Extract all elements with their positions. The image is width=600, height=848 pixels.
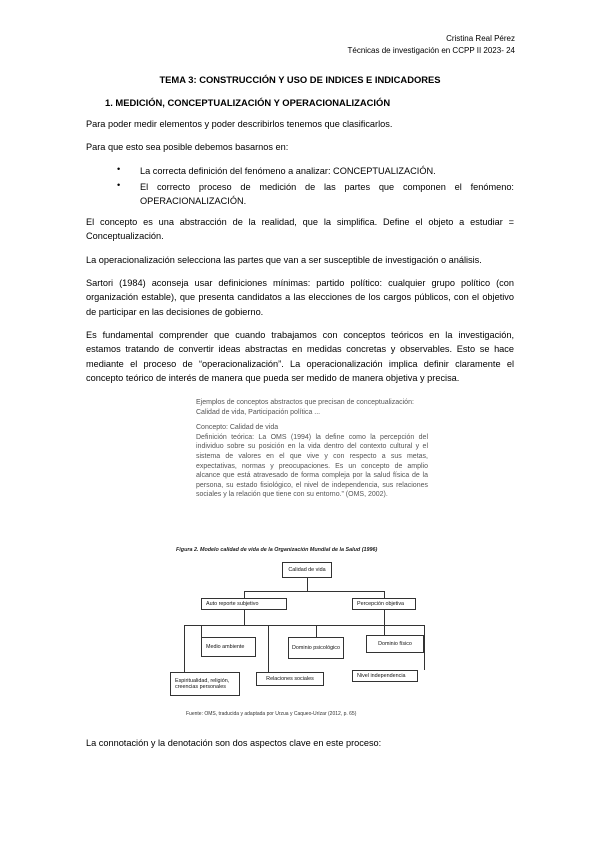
figure-line: Concepto: Calidad de vida (196, 424, 279, 432)
figure-definition: Definición teórica: La OMS (1994) la define como la percepción del individuo sobre su posición en la vida dentro del contexto cultural y el sistema de valores en el que vive y con respecto a sus metas, expectativas, normas y preocupaciones. Es un concepto de amplio alcance que está atravesado de forma compleja por la salud física de la persona, su estado fisiológico, el nivel de independencia, sus relaciones sociales y la relación que tiene con su entorno.” (OMS, 2002). (196, 433, 428, 499)
paragraph: Para poder medir elementos y poder describirlos tenemos que clasificarlos. (86, 119, 393, 129)
paragraph: La operacionalización selecciona las partes que van a ser susceptible de investigación o análisis. (86, 255, 482, 265)
diagram-node-environment: Medio ambiente (201, 637, 256, 657)
connector (268, 625, 269, 672)
connector (201, 625, 202, 637)
diagram-node-psychological: Dominio psicológico (288, 637, 344, 659)
bullet-item: La correcta definición del fenómeno a analizar: CONCEPTUALIZACIÓN. (140, 166, 436, 176)
bullet-icon: • (117, 164, 121, 174)
header (347, 33, 515, 57)
diagram-node-root: Calidad de vida (282, 562, 332, 578)
connector (384, 610, 385, 635)
paragraph: La connotación y la denotación son dos aspectos clave en este proceso: (86, 738, 382, 748)
connector (424, 625, 425, 670)
connector (244, 591, 245, 598)
paragraph: Para que esto sea posible debemos basarnos en: (86, 142, 289, 152)
diagram-node-independence: Nivel independencia (352, 670, 418, 682)
figure-line: Calidad de vida, Participación política ... (196, 408, 321, 416)
connector (244, 591, 384, 592)
connector (244, 610, 245, 625)
diagram-node-spirituality: Espiritualidad, religión, creencias personales (170, 672, 240, 696)
diagram-node-physical: Dominio físico (366, 635, 424, 653)
connector (316, 625, 317, 637)
section-heading: 1. MEDICIÓN, CONCEPTUALIZACIÓN Y OPERACIONALIZACIÓN (105, 97, 391, 108)
connector (184, 625, 424, 626)
paragraph: El concepto es una abstracción de la realidad, que la simplifica. Define el objeto a estudiar = Conceptualización. (86, 217, 514, 242)
connector (184, 625, 185, 672)
diagram-source: Fuente: OMS, traducida y adaptada por Urzua y Caqueo-Urízar (2012, p. 65) (186, 711, 357, 717)
header-author: Cristina Real Pérez (446, 34, 515, 43)
document-title: TEMA 3: CONSTRUCCIÓN Y USO DE INDICES E INDICADORES (159, 74, 441, 85)
connector (307, 578, 308, 591)
bullet-icon: • (117, 180, 121, 190)
paragraph: Es fundamental comprender que cuando trabajamos con conceptos teóricos en la investigación, estamos tratando de convertir ideas abstractas en medidas concretas y observables. Esto se hace mediante el proceso de “operacionalización”. La operacionalización implica definir claramente el concepto teórico de interés de manera que pueda ser medido de manera objetiva y precisa. (86, 330, 514, 383)
diagram-caption: Figura 2. Modelo calidad de vida de la Organización Mundial de la Salud (1996) (176, 547, 378, 553)
figure-text-block (196, 398, 428, 500)
diagram-node-objective: Percepción objetiva (352, 598, 416, 610)
bullet-item: El correcto proceso de medición de las partes que componen el fenómeno: OPERACIONALIZACIÓN. (140, 182, 514, 207)
diagram-node-subjective: Auto reporte subjetivo (201, 598, 287, 610)
diagram-node-social: Relaciones sociales (256, 672, 324, 686)
figure-line: Ejemplos de conceptos abstractos que precisan de conceptualización: (196, 399, 414, 406)
header-course: Técnicas de investigación en CCPP II 2023- 24 (347, 46, 515, 55)
paragraph: Sartori (1984) aconseja usar definiciones mínimas: partido político: cualquier grupo político (con organización estable), que presenta candidatos a las elecciones de los cargos públicos, con el objetivo de participar en las decisiones de gobierno. (86, 278, 514, 317)
connector (384, 591, 385, 598)
